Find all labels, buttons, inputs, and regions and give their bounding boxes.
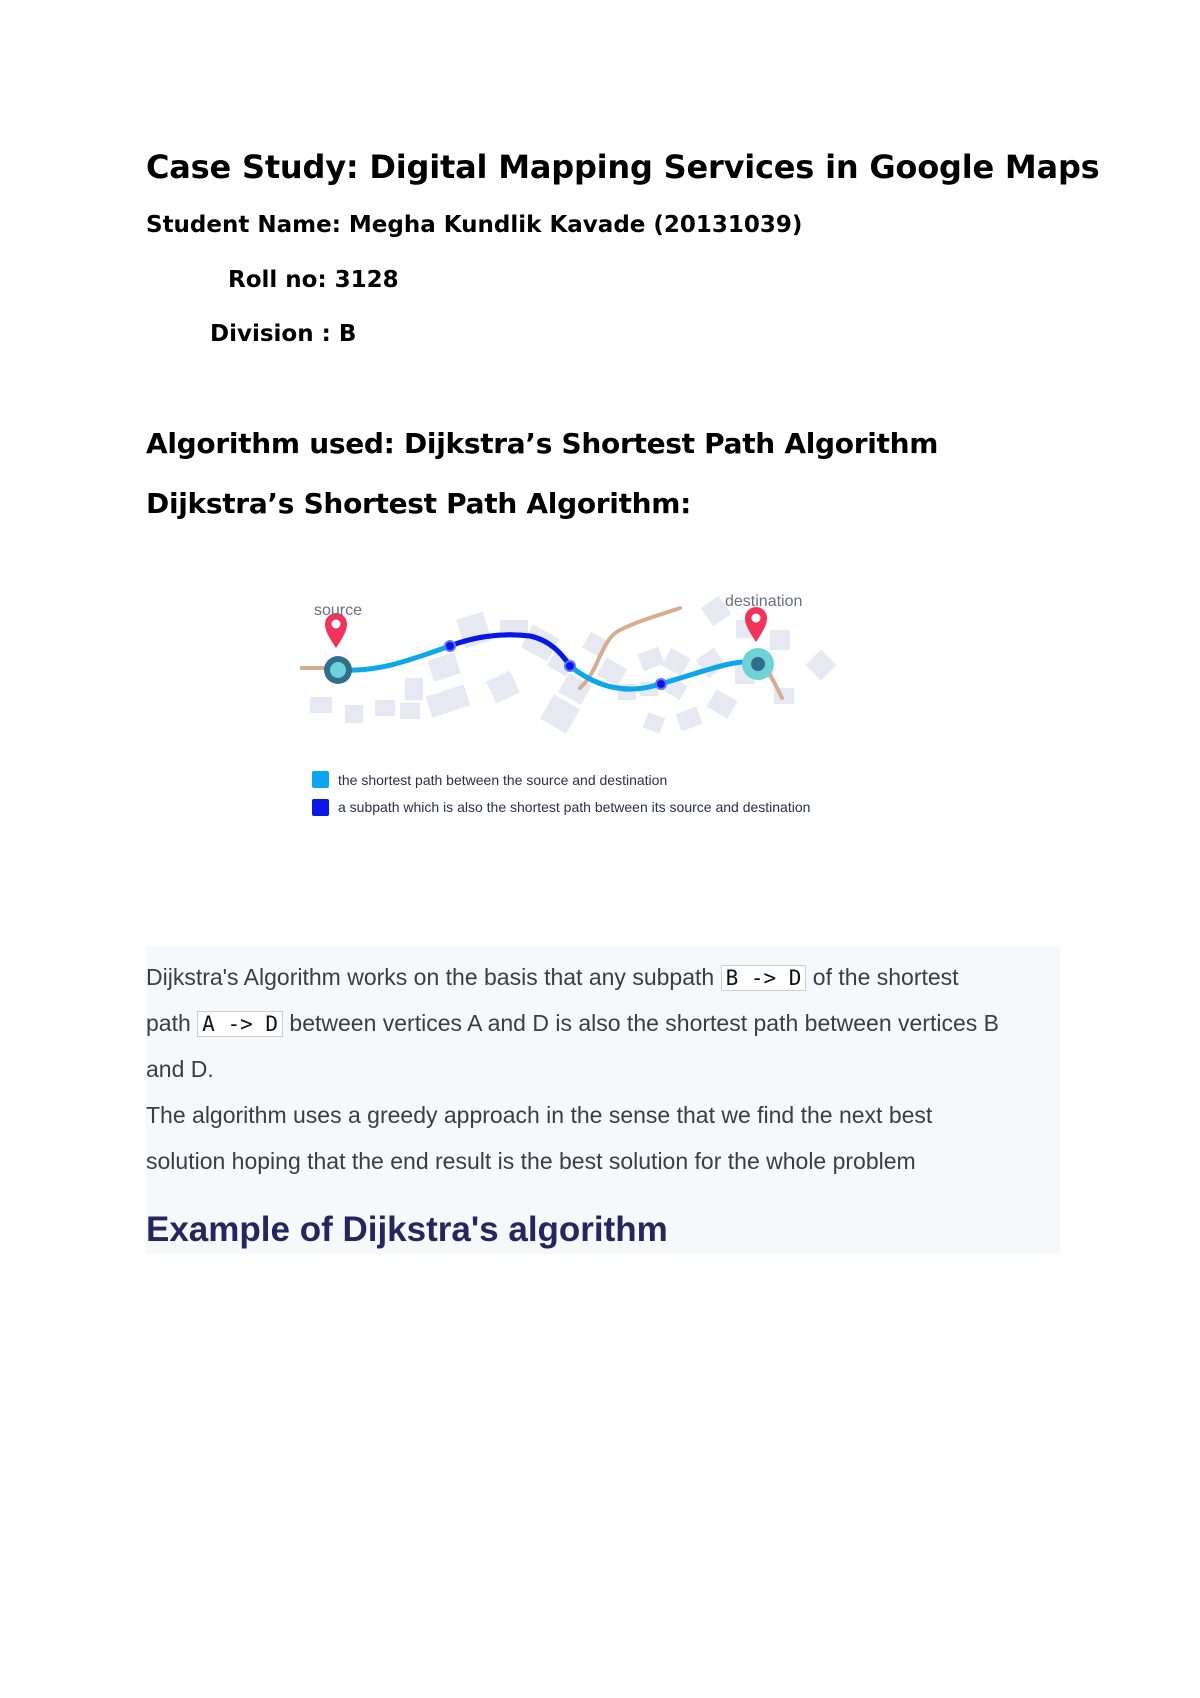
algorithm-section-heading: Dijkstra’s Shortest Path Algorithm: [146,487,692,520]
paragraph-line: and D. [146,1056,214,1082]
paragraph-text: Dijkstra's Algorithm works on the basis that any subpath [146,964,721,990]
source-label: source [314,602,363,619]
paragraph-line [146,954,1046,1001]
paragraph-line: The algorithm uses a greedy approach in the sense that we find the next best [146,1102,933,1128]
paragraph-line: solution hoping that the end result is the best solution for the whole problem [146,1148,916,1174]
shortest-path-illustration [300,590,900,830]
legend-swatch-shortest-path [312,771,329,788]
legend-subpath: a subpath which is also the shortest path between its source and destination [338,799,811,815]
destination-node-core [751,657,765,671]
example-heading: Example of Dijkstra's algorithm [146,1210,668,1249]
destination-label: destination [725,593,803,610]
student-name: Student Name: Megha Kundlik Kavade (20131039) [146,212,803,238]
paragraph-line [146,1000,1046,1047]
paragraph-text: of the shortest [806,964,959,990]
inline-code-a-d: A -> D [197,1011,283,1037]
roll-number: Roll no: 3128 [228,267,399,293]
division: Division : B [210,321,357,347]
source-node-core [330,662,346,678]
path-node [656,679,666,689]
paragraph-text: path [146,1010,198,1036]
inline-code-b-d: B -> D [721,965,807,991]
document-title: Case Study: Digital Mapping Services in Google Maps [146,148,1100,186]
legend-swatch-subpath [312,799,329,816]
path-node [565,661,575,671]
path-node [445,641,455,651]
legend-shortest-path: the shortest path between the source and destination [338,772,668,788]
algorithm-used-heading: Algorithm used: Dijkstra’s Shortest Path Algorithm [146,427,939,460]
paragraph-text: between vertices A and D is also the shortest path between vertices B [283,1010,999,1036]
